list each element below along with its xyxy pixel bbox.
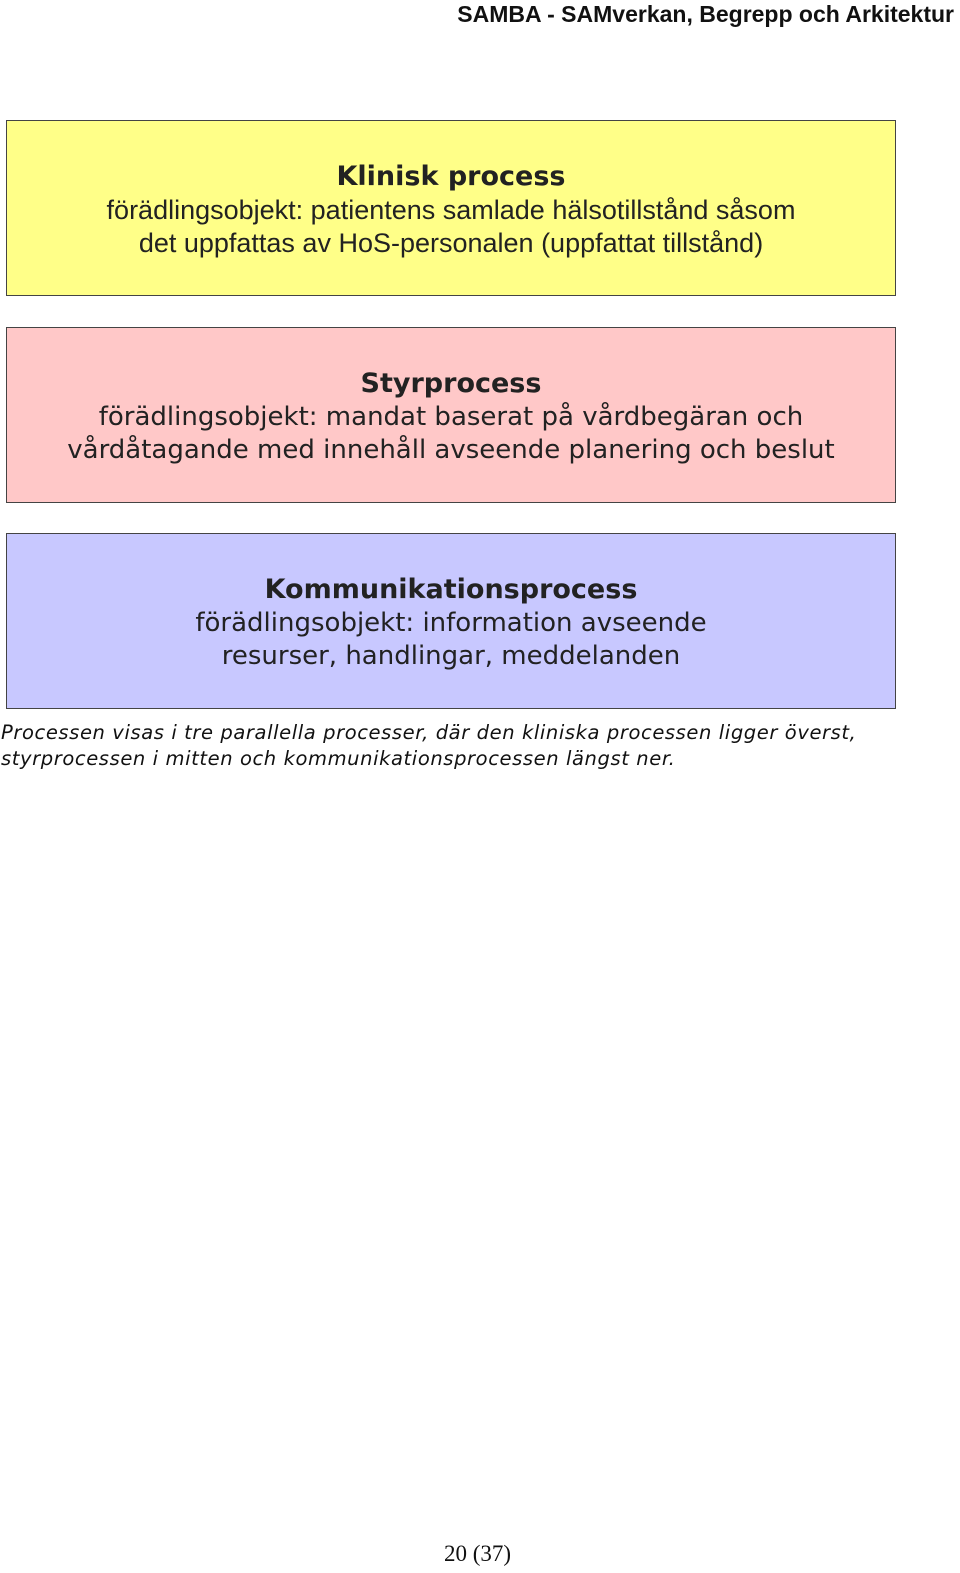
- kommunikationsprocess-line-1: förädlingsobjekt: information avseende: [195, 608, 707, 638]
- klinisk-process-line-1: förädlingsobjekt: patientens samlade hälsotillstånd såsom: [106, 195, 796, 225]
- styrprocess-line-2: vårdåtagande med innehåll avseende planering och beslut: [67, 435, 835, 465]
- klinisk-process-line-2: det uppfattas av HoS-personalen (uppfattat tillstånd): [138, 228, 764, 258]
- kommunikationsprocess-line-2: resurser, handlingar, meddelanden: [221, 641, 681, 671]
- klinisk-process-box: [6, 120, 896, 296]
- styrprocess-box: [6, 327, 896, 503]
- styrprocess-line-1: förädlingsobjekt: mandat baserat på vårdbegäran och: [98, 402, 804, 432]
- figure-caption-line-1: Processen visas i tre parallella processer, där den kliniska processen ligger överst,: [1, 721, 857, 744]
- document-header-title: SAMBA - SAMverkan, Begrepp och Arkitektur: [457, 1, 954, 27]
- styrprocess-title: Styrprocess: [360, 368, 542, 399]
- kommunikationsprocess-title: Kommunikationsprocess: [264, 574, 638, 605]
- klinisk-process-title: Klinisk process: [336, 161, 566, 192]
- figure-caption: [1, 720, 951, 772]
- kommunikationsprocess-box: [6, 533, 896, 709]
- page-number: 20 (37): [443, 1541, 512, 1566]
- figure-caption-line-2: styrprocessen i mitten och kommunikationsprocessen längst ner.: [1, 747, 676, 770]
